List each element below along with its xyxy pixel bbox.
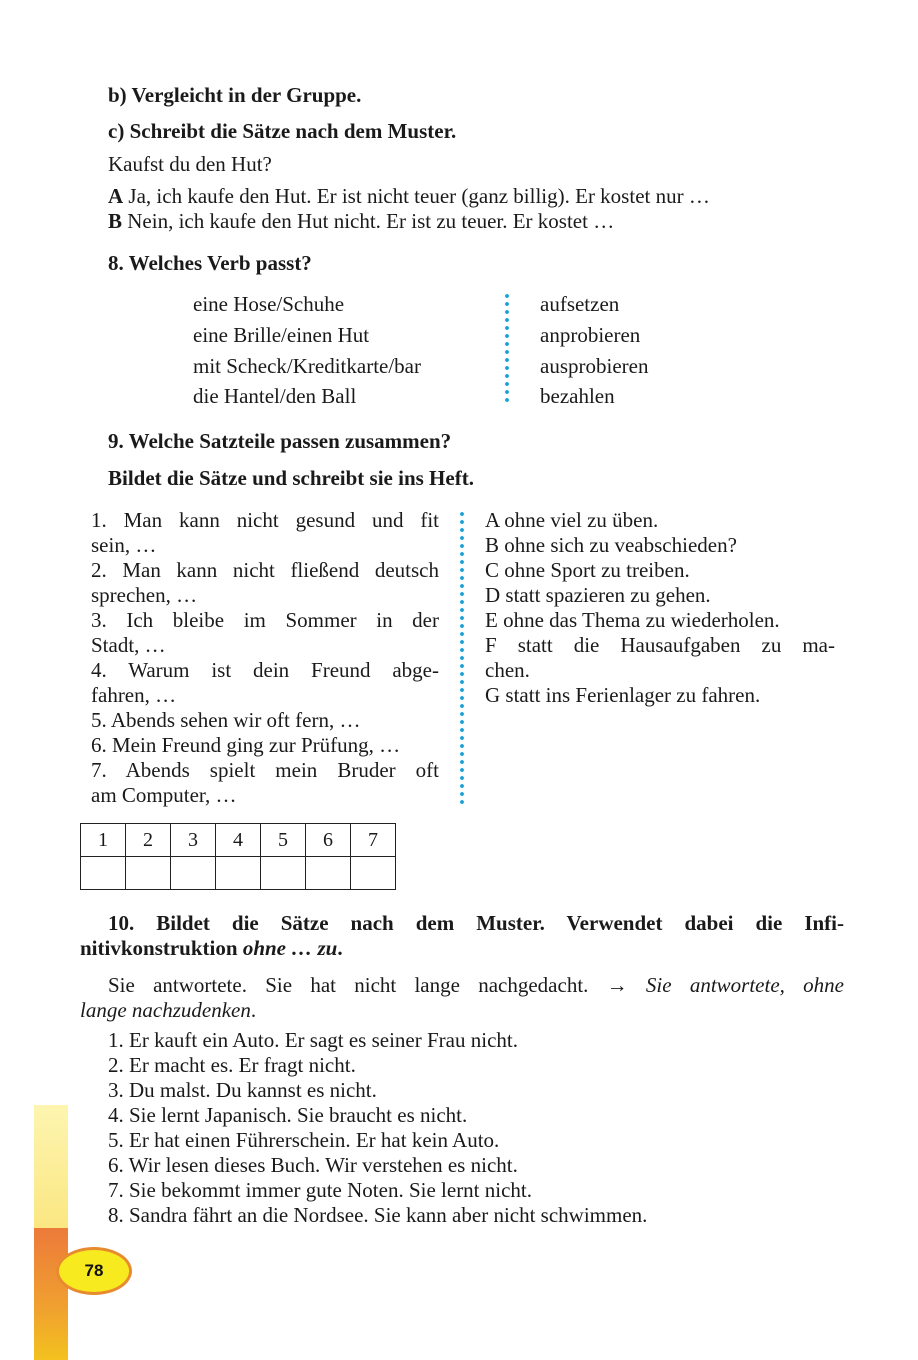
ex9-left-line: 4. Warum ist dein Freund abge-: [91, 658, 439, 682]
answer-table-blank-cell: [126, 857, 171, 890]
ex9-right-line: E ohne das Thema zu wiederholen.: [485, 608, 780, 632]
ex8-right-item: ausprobieren: [540, 354, 649, 378]
exercise-9-dotted-divider: [460, 510, 464, 806]
example-plain: Sie antwortete. Sie hat nicht lange nachgedacht. →: [108, 973, 646, 997]
ex9-left-line: sein, …: [91, 533, 157, 557]
example-italic-2: lange nachzudenken: [80, 998, 251, 1022]
exercise-8-dotted-divider: [505, 292, 509, 404]
answer-table-header-cell: 2: [126, 824, 171, 857]
exercise-10-title-end: .: [337, 936, 343, 960]
example-answer-a: [108, 184, 710, 209]
ex9-left-line: 7. Abends spielt mein Bruder oft: [91, 758, 439, 782]
answer-table-header-cell: 4: [216, 824, 261, 857]
ex9-left-line: am Computer, …: [91, 783, 237, 807]
exercise-10-item: 8. Sandra fährt an die Nordsee. Sie kann aber nicht schwimmen.: [108, 1203, 648, 1227]
answer-table-blank-cell: [351, 857, 396, 890]
ex9-right-line: G statt ins Ferienlager zu fahren.: [485, 683, 761, 707]
answer-b-text: Nein, ich kaufe den Hut nicht. Er ist zu teuer. Er kostet …: [122, 209, 615, 233]
example-end: .: [250, 998, 257, 1022]
exercise-10-item: 3. Du malst. Du kannst es nicht.: [108, 1078, 377, 1102]
exercise-10-item: 2. Er macht es. Er fragt nicht.: [108, 1053, 356, 1077]
ex9-left-line: 5. Abends sehen wir oft fern, …: [91, 708, 361, 732]
exercise-10-item: 5. Er hat einen Führerschein. Er hat kein Auto.: [108, 1128, 500, 1152]
answer-table-blank-cell: [261, 857, 306, 890]
ex8-right-item: aufsetzen: [540, 292, 620, 316]
answer-table-header-cell: 7: [351, 824, 396, 857]
answer-a-letter: A: [108, 184, 124, 208]
side-decoration-orange: [34, 1228, 68, 1360]
ex9-left-line: 1. Man kann nicht gesund und fit: [91, 508, 439, 532]
ex8-right-item: bezahlen: [540, 384, 615, 408]
answer-table-header-cell: 3: [171, 824, 216, 857]
ex9-right-line: chen.: [485, 658, 530, 682]
exercise-10-item: 4. Sie lernt Japanisch. Sie braucht es nicht.: [108, 1103, 468, 1127]
answer-table-header-cell: 1: [81, 824, 126, 857]
exercise-10-example-line2: [80, 998, 256, 1023]
ex9-right-line: A ohne viel zu üben.: [485, 508, 659, 532]
example-answer-b: [108, 209, 614, 234]
page-number: 78: [84, 1261, 104, 1280]
answer-b-letter: B: [108, 209, 123, 233]
answer-table-header-cell: 6: [306, 824, 351, 857]
ex9-left-line: fahren, …: [91, 683, 177, 707]
exercise-10-title-line2: [80, 936, 343, 961]
exercise-10-example-line1: [108, 973, 844, 998]
answer-table-header-row: [81, 824, 396, 857]
answer-table-header-cell: 5: [261, 824, 306, 857]
exercise-10-title-plain: nitivkonstruktion: [80, 936, 243, 960]
exercise-10-title-italic: ohne … zu: [242, 936, 338, 960]
ex9-left-line: sprechen, …: [91, 583, 198, 607]
answer-table-blank-cell: [306, 857, 351, 890]
answer-table-blank-cell: [216, 857, 261, 890]
answer-a-text: Ja, ich kaufe den Hut. Er ist nicht teuer (ganz billig). Er kostet nur …: [123, 184, 710, 208]
ex9-left-line: 6. Mein Freund ging zur Prüfung, …: [91, 733, 401, 757]
ex9-left-line: Stadt, …: [91, 633, 166, 657]
exercise-8-title: 8. Welches Verb passt?: [108, 251, 312, 275]
ex9-right-line: B ohne sich zu veabschieden?: [485, 533, 737, 557]
page-number-badge: [56, 1247, 132, 1295]
ex8-right-item: anprobieren: [540, 323, 641, 347]
ex8-left-item: eine Hose/Schuhe: [193, 292, 345, 316]
exercise-10-item: 6. Wir lesen dieses Buch. Wir verstehen es nicht.: [108, 1153, 518, 1177]
exercise-10-title-line1: 10. Bildet die Sätze nach dem Muster. Verwendet dabei die Infi-: [108, 911, 844, 935]
ex8-left-item: eine Brille/einen Hut: [193, 323, 370, 347]
ex9-right-line: D statt spazieren zu gehen.: [485, 583, 711, 607]
ex9-right-line: F statt die Hausaufgaben zu ma-: [485, 633, 835, 657]
ex9-left-line: 3. Ich bleibe im Sommer in der: [91, 608, 439, 632]
ex8-left-item: die Hantel/den Ball: [193, 384, 357, 408]
ex8-left-item: mit Scheck/Kreditkarte/bar: [193, 354, 421, 378]
section-b-heading: b) Vergleicht in der Gruppe.: [108, 83, 362, 107]
answer-table-blank-cell: [81, 857, 126, 890]
exercise-9-title: 9. Welche Satzteile passen zusammen?: [108, 429, 452, 453]
ex9-left-line: 2. Man kann nicht fließend deutsch: [91, 558, 439, 582]
exercise-10-item: 1. Er kauft ein Auto. Er sagt es seiner Frau nicht.: [108, 1028, 518, 1052]
example-question: Kaufst du den Hut?: [108, 152, 272, 176]
answer-table-blank-cell: [171, 857, 216, 890]
ex9-right-line: C ohne Sport zu treiben.: [485, 558, 690, 582]
section-c-heading: c) Schreibt die Sätze nach dem Muster.: [108, 119, 457, 143]
exercise-10-item: 7. Sie bekommt immer gute Noten. Sie lernt nicht.: [108, 1178, 533, 1202]
exercise-9-answer-table: [80, 823, 396, 890]
exercise-9-subtitle: Bildet die Sätze und schreibt sie ins Heft.: [108, 466, 474, 490]
answer-table-blank-row: [81, 857, 396, 890]
example-italic-1: Sie antwortete, ohne: [645, 973, 844, 997]
